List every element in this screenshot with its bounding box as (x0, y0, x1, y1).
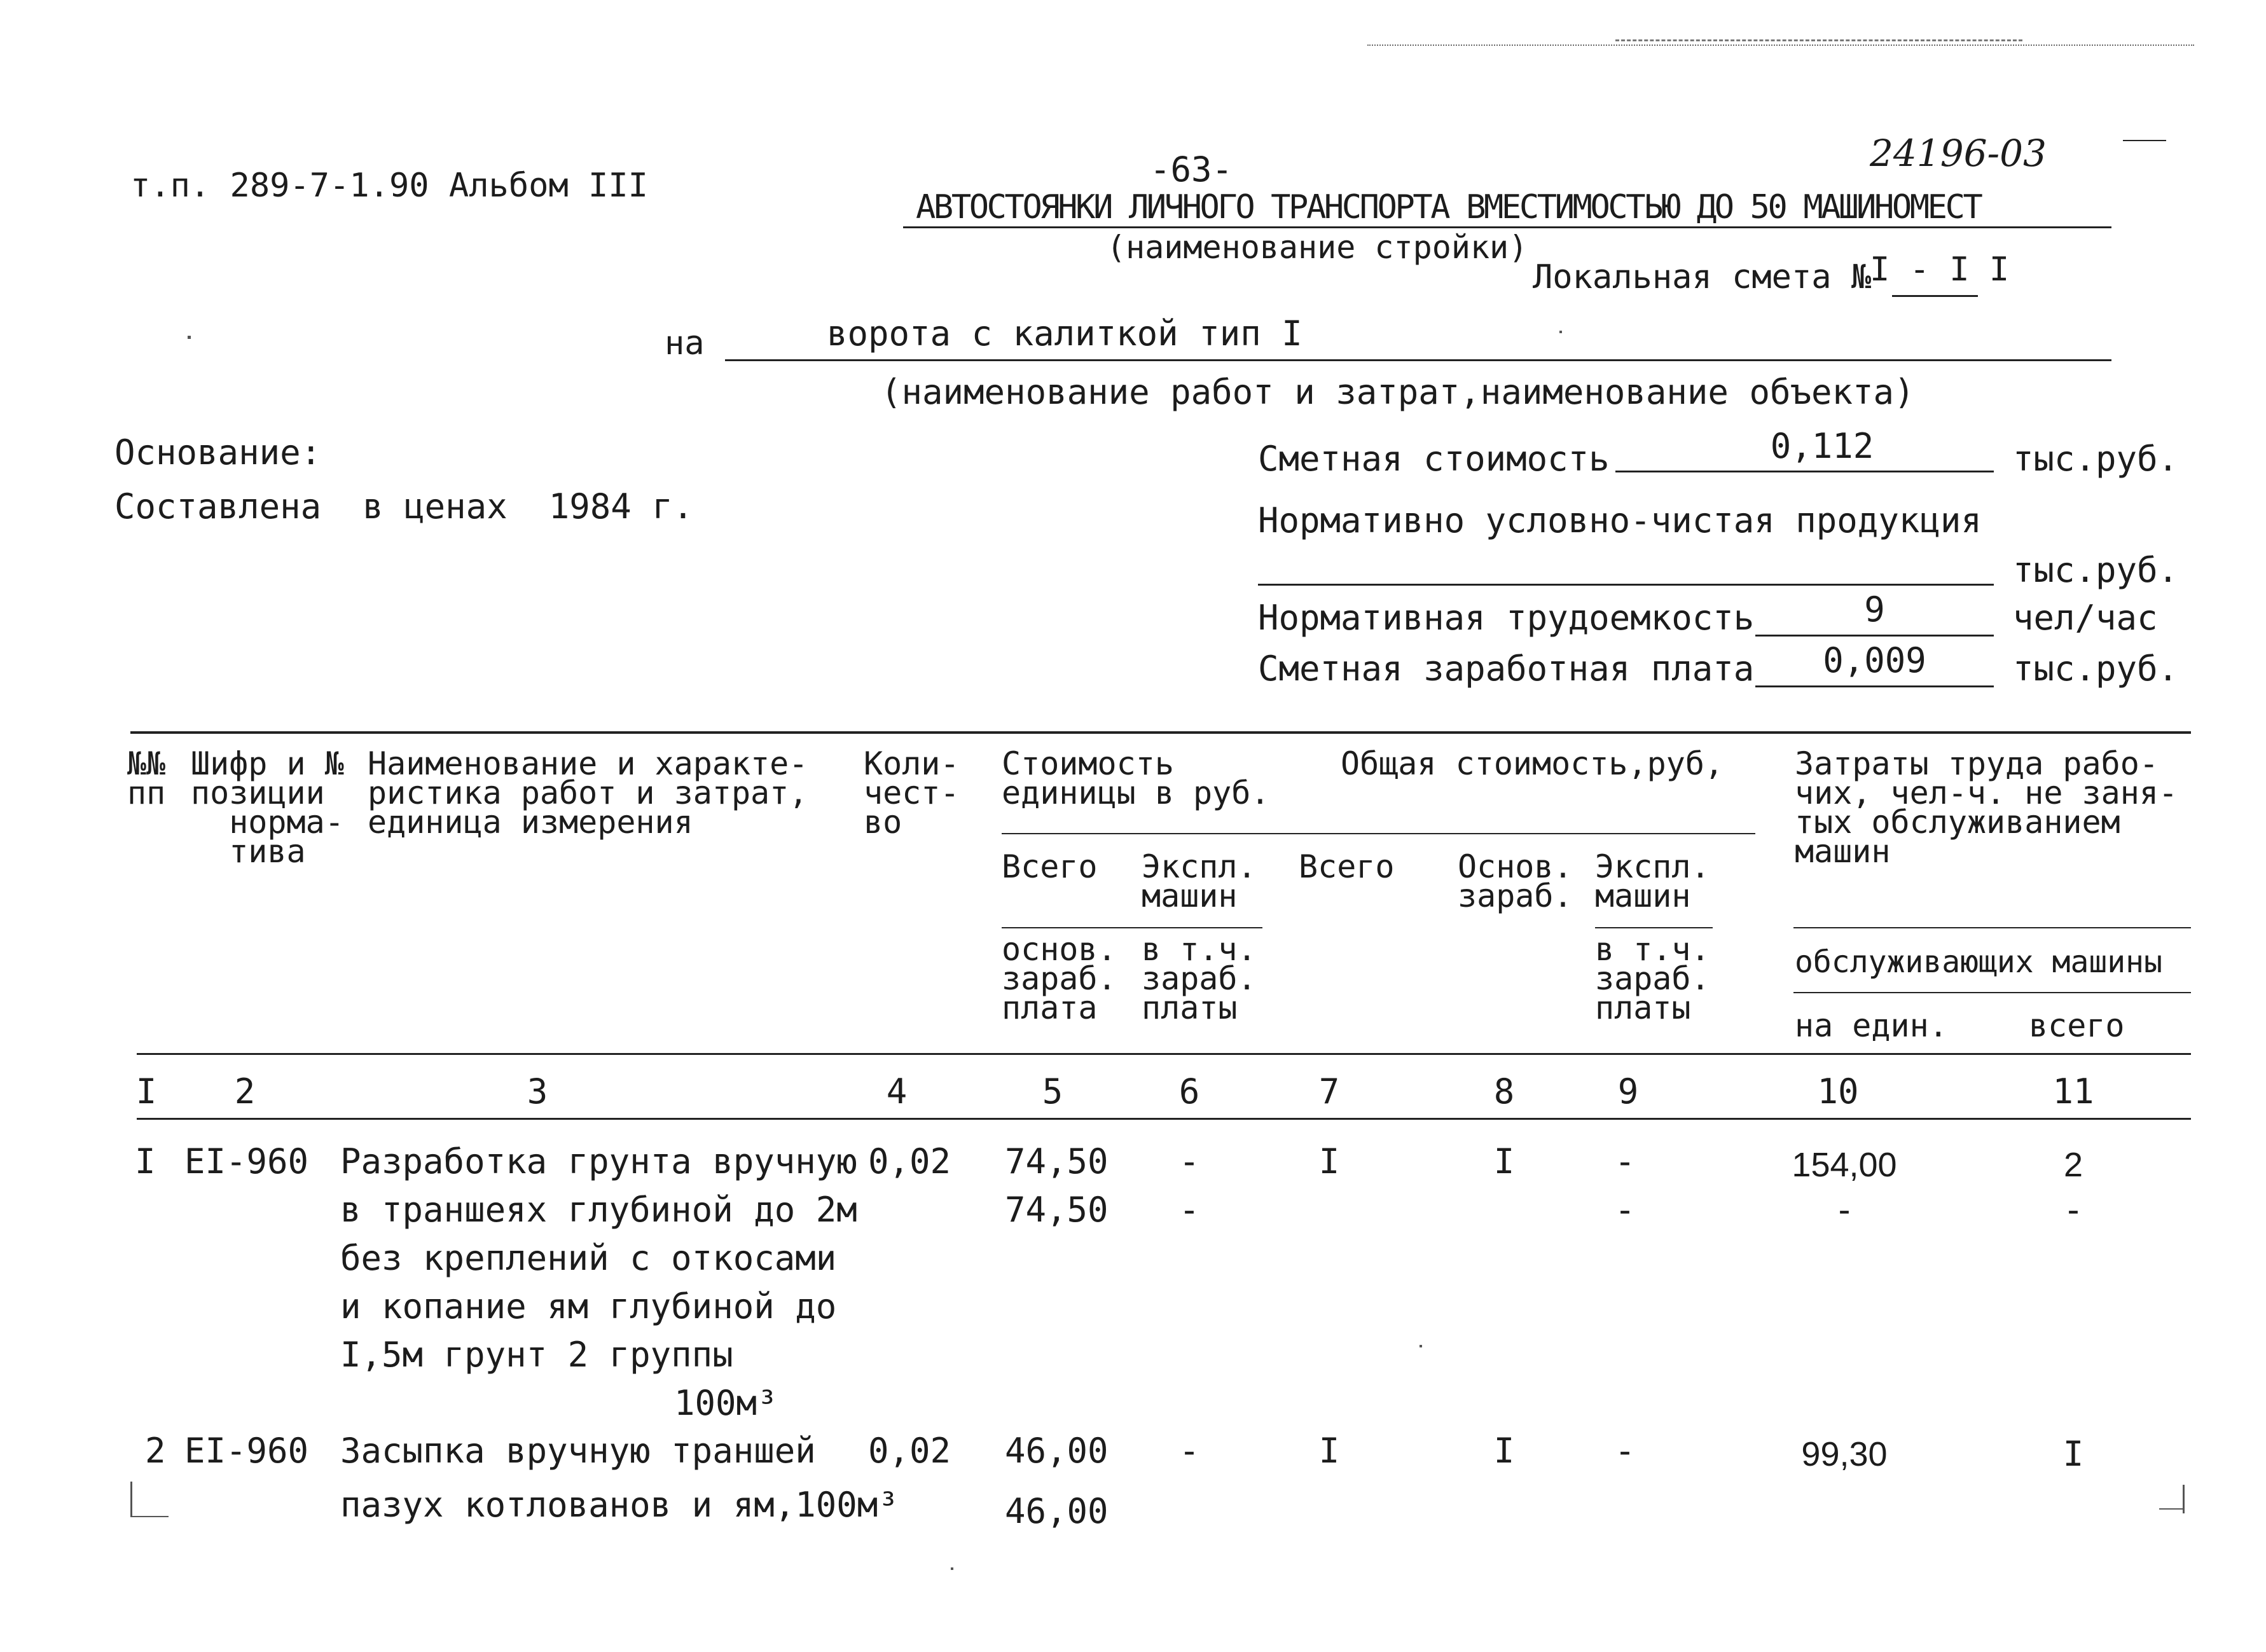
machine-subrule (1595, 927, 1713, 928)
project-title: АВТОСТОЯНКИ ЛИЧНОГО ТРАНСПОРТА ВМЕСТИМОСТЬЮ ДО 50 МАШИНОМЕСТ (916, 188, 1981, 226)
col-num: 2 (234, 1071, 256, 1112)
col-num: 4 (886, 1071, 908, 1112)
row1-c6: - (1178, 1141, 1200, 1181)
col-num: 6 (1178, 1071, 1200, 1112)
project-title-underline (903, 226, 2111, 228)
summary-unit-labor: чел/час (2013, 598, 2158, 638)
subheader-unit-machines: Экспл. машин (1142, 848, 1257, 914)
row1-name-line: без креплений с откосами (340, 1238, 837, 1278)
scan-noise-top (1367, 45, 2194, 46)
row2-c5: 46,00 (1005, 1491, 1109, 1531)
estimate-label: Локальная смета № (1533, 258, 1872, 296)
row2-c5: 46,00 (1005, 1431, 1109, 1471)
subheader-labor-total: всего (2029, 1007, 2125, 1044)
row1-c6: - (1178, 1190, 1200, 1230)
handwritten-code: 24196-03 (1870, 132, 2047, 175)
work-prefix: на (665, 324, 705, 362)
col-header-qty: Коли- чест- во (864, 745, 960, 841)
subheader-unit-base-wage: основ. зараб. плата (1002, 931, 1117, 1026)
row1-c10: 154,00 (1792, 1146, 1897, 1184)
dust-speck (951, 1567, 953, 1570)
row1-num: I (135, 1141, 156, 1181)
summary-label-production: Нормативно условно-чистая продукция (1258, 500, 1982, 540)
summary-value-wage: 0,009 (1823, 640, 1926, 680)
subheader-total: Всего (1299, 848, 1395, 885)
unit-cost-subrule (1002, 927, 1262, 928)
row1-c11: 2 (2063, 1146, 2083, 1184)
row1-unit: 100м³ (674, 1383, 778, 1423)
basis-label: Основание: (114, 432, 322, 472)
row2-name-line: пазух котлованов и ям,100м³ (340, 1485, 899, 1525)
page-number: -63- (1150, 149, 1233, 189)
summary-unit-wage: тыс.руб. (2013, 649, 2179, 689)
subheader-total-machines: Экспл. машин (1595, 848, 1710, 914)
row1-c8: I (1493, 1141, 1515, 1181)
row2-c11: I (2062, 1434, 2084, 1474)
work-caption: (наименование работ и затрат,наименование объекта) (881, 372, 1915, 412)
col-num: 8 (1493, 1071, 1515, 1112)
estimate-number: I - I I (1870, 251, 2010, 289)
labor-rule-2 (1793, 992, 2191, 993)
row1-name-line: и копание ям глубиной до (340, 1286, 837, 1326)
corner-mark (130, 1482, 132, 1517)
row2-code: EI-960 (184, 1431, 309, 1471)
col-header-labor: Затраты труда рабо- чих, чел-ч. не заня- тых обслуживанием машин (1795, 745, 2178, 870)
summary-underline-wage (1755, 685, 1994, 687)
summary-value-labor: 9 (1864, 589, 1885, 630)
row1-c5: 74,50 (1005, 1190, 1109, 1230)
corner-mark (130, 1516, 169, 1517)
labor-rule-1 (1793, 927, 2191, 928)
cost-header-rule (1002, 833, 1755, 834)
row1-c5: 74,50 (1005, 1141, 1109, 1181)
row2-qty: 0,02 (868, 1431, 951, 1471)
corner-mark (2159, 1508, 2183, 1510)
top-right-mark (2123, 140, 2166, 141)
row2-c6: - (1178, 1431, 1200, 1471)
row1-qty: 0,02 (868, 1141, 951, 1181)
summary-label-labor: Нормативная трудоемкость (1258, 598, 1755, 638)
scan-noise-top (1615, 39, 2022, 41)
header-bottom-rule (137, 1053, 2191, 1055)
dust-speck (1420, 1345, 1422, 1347)
row1-c11: - (2062, 1190, 2084, 1230)
row1-c9: - (1614, 1190, 1636, 1230)
row2-c8: I (1493, 1431, 1515, 1471)
row1-name-line: Разработка грунта вручную (340, 1141, 857, 1181)
dust-speck (1559, 331, 1562, 333)
summary-underline-labor (1755, 635, 1994, 637)
col-num: 10 (1817, 1071, 1859, 1112)
summary-underline-production (1258, 584, 1994, 586)
col-num: 9 (1617, 1071, 1639, 1112)
dust-speck (188, 336, 191, 339)
summary-label-cost: Сметная стоимость (1258, 439, 1610, 479)
row2-c7: I (1318, 1431, 1340, 1471)
col-header-unit-cost: Стоимость единицы в руб. (1002, 745, 1270, 811)
work-name-underline (725, 359, 2111, 361)
col-header-num: №№ пп (127, 745, 166, 811)
estimate-number-underline (1892, 295, 1978, 297)
summary-label-wage: Сметная заработная плата (1258, 649, 1755, 689)
col-header-code: Шифр и № позиции норма- тива (191, 745, 344, 870)
subheader-unit-incl-wage: в т.ч. зараб. платы (1142, 931, 1257, 1026)
row1-name-line: I,5м грунт 2 группы (340, 1335, 733, 1375)
row1-c9: - (1614, 1141, 1636, 1181)
subheader-base-wage: Основ. зараб. (1458, 848, 1573, 914)
summary-value-cost: 0,112 (1770, 426, 1874, 466)
row1-c7: I (1318, 1141, 1340, 1181)
project-caption: (наименование стройки) (1107, 229, 1528, 266)
col-num: I (135, 1071, 157, 1112)
summary-underline-cost (1615, 471, 1994, 472)
subheader-labor-per-unit: на един. (1795, 1007, 1948, 1044)
col-num: 5 (1042, 1071, 1063, 1112)
col-num: 3 (527, 1071, 548, 1112)
summary-unit-cost: тыс.руб. (2013, 439, 2179, 479)
album-reference: т.п. 289-7-1.90 Альбом III (130, 167, 648, 205)
row1-name-line: в траншеях глубиной до 2м (340, 1190, 857, 1230)
work-name: ворота с калиткой тип I (827, 313, 1302, 354)
row2-name-line: Засыпка вручную траншей (340, 1431, 816, 1471)
summary-unit-production: тыс.руб. (2013, 550, 2179, 590)
subheader-unit-total: Всего (1002, 848, 1098, 885)
col-header-name: Наименование и характе- ристика работ и затрат, единица измерения (368, 745, 808, 841)
subheader-labor-serving: обслуживающих машины (1795, 944, 2162, 980)
subheader-total-incl-wage: в т.ч. зараб. платы (1595, 931, 1710, 1026)
col-num: 7 (1318, 1071, 1340, 1112)
row2-c9: - (1614, 1431, 1636, 1471)
row1-code: EI-960 (184, 1141, 309, 1181)
row1-c10: - (1834, 1190, 1855, 1230)
col-header-total-cost: Общая стоимость,руб, (1341, 745, 1724, 782)
prices-label: Составлена в ценах 1984 г. (114, 486, 694, 527)
table-top-rule (130, 731, 2191, 734)
col-num: 11 (2052, 1071, 2094, 1112)
row2-c10: 99,30 (1801, 1435, 1888, 1473)
row2-num: 2 (145, 1431, 166, 1471)
column-numbers-rule (137, 1118, 2191, 1120)
